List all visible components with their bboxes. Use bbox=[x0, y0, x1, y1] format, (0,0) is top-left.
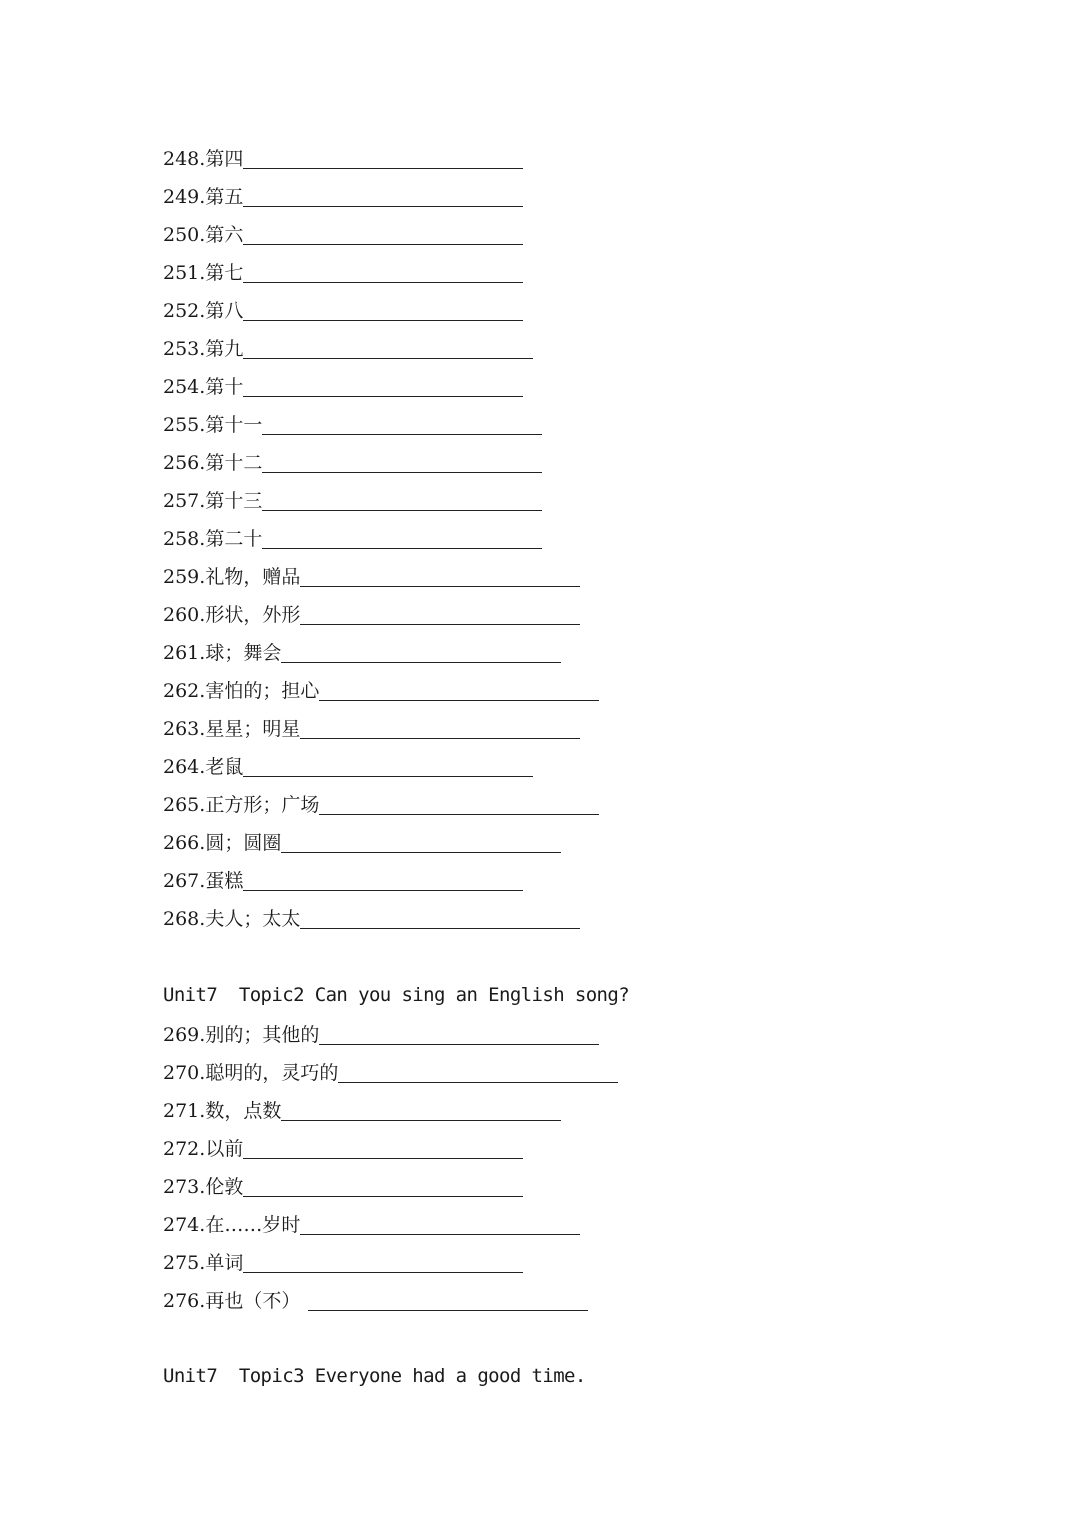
list-item bbox=[163, 1092, 561, 1122]
answer-blank[interactable] bbox=[243, 1254, 523, 1273]
item-number: 253. bbox=[163, 338, 206, 360]
answer-blank[interactable] bbox=[243, 872, 523, 891]
list-item bbox=[163, 1244, 523, 1274]
item-prompt: 形状，外形 bbox=[205, 604, 301, 626]
list-item bbox=[163, 672, 599, 702]
item-number: 275. bbox=[163, 1252, 206, 1274]
list-item bbox=[163, 1130, 523, 1160]
answer-blank[interactable] bbox=[243, 188, 523, 207]
item-number: 255. bbox=[163, 414, 206, 436]
list-item bbox=[163, 1054, 618, 1084]
list-item bbox=[163, 1016, 599, 1046]
list-item bbox=[163, 482, 542, 512]
item-prompt: 老鼠 bbox=[205, 756, 244, 778]
item-number: 260. bbox=[163, 604, 206, 626]
item-prompt: 以前 bbox=[205, 1138, 244, 1160]
item-number: 257. bbox=[163, 490, 206, 512]
item-prompt: 第四 bbox=[205, 148, 244, 170]
list-item bbox=[163, 558, 580, 588]
list-item bbox=[163, 140, 523, 170]
answer-blank[interactable] bbox=[262, 454, 542, 473]
item-prompt: 伦敦 bbox=[205, 1176, 244, 1198]
item-prompt: 圆；圆圈 bbox=[205, 832, 282, 854]
answer-blank[interactable] bbox=[243, 340, 533, 359]
item-number: 274. bbox=[163, 1214, 206, 1236]
list-item bbox=[163, 1168, 523, 1198]
list-item bbox=[163, 824, 561, 854]
answer-blank[interactable] bbox=[262, 492, 542, 511]
item-prompt: 第十一 bbox=[205, 414, 263, 436]
list-item bbox=[163, 786, 599, 816]
section-heading: Unit7 Topic3 Everyone had a good time. bbox=[163, 1365, 586, 1387]
item-prompt: 夫人；太太 bbox=[205, 908, 301, 930]
item-number: 252. bbox=[163, 300, 206, 322]
answer-blank[interactable] bbox=[300, 720, 580, 739]
answer-blank[interactable] bbox=[243, 378, 523, 397]
item-prompt: 第七 bbox=[205, 262, 244, 284]
answer-blank[interactable] bbox=[262, 416, 542, 435]
answer-blank[interactable] bbox=[308, 1292, 588, 1311]
item-number: 270. bbox=[163, 1062, 206, 1084]
item-number: 264. bbox=[163, 756, 206, 778]
item-number: 259. bbox=[163, 566, 206, 588]
item-number: 268. bbox=[163, 908, 206, 930]
item-prompt: 正方形；广场 bbox=[205, 794, 320, 816]
answer-blank[interactable] bbox=[338, 1064, 618, 1083]
item-number: 271. bbox=[163, 1100, 206, 1122]
answer-blank[interactable] bbox=[243, 758, 533, 777]
list-item bbox=[163, 444, 542, 474]
item-number: 267. bbox=[163, 870, 206, 892]
answer-blank[interactable] bbox=[319, 682, 599, 701]
list-item bbox=[163, 710, 580, 740]
item-number: 276. bbox=[163, 1290, 206, 1312]
item-number: 266. bbox=[163, 832, 206, 854]
list-item bbox=[163, 1282, 588, 1312]
item-prompt: 蛋糕 bbox=[205, 870, 244, 892]
item-prompt: 再也（不） bbox=[205, 1290, 301, 1312]
answer-blank[interactable] bbox=[300, 1216, 580, 1235]
item-number: 254. bbox=[163, 376, 206, 398]
list-item bbox=[163, 368, 523, 398]
list-item bbox=[163, 862, 523, 892]
list-item bbox=[163, 520, 542, 550]
answer-blank[interactable] bbox=[243, 1178, 523, 1197]
answer-blank[interactable] bbox=[281, 1102, 561, 1121]
item-prompt: 第六 bbox=[205, 224, 244, 246]
answer-blank[interactable] bbox=[281, 644, 561, 663]
list-item bbox=[163, 254, 523, 284]
item-number: 250. bbox=[163, 224, 206, 246]
item-prompt: 第十三 bbox=[205, 490, 263, 512]
item-number: 248. bbox=[163, 148, 206, 170]
answer-blank[interactable] bbox=[243, 1140, 523, 1159]
item-number: 249. bbox=[163, 186, 206, 208]
item-prompt: 单词 bbox=[205, 1252, 244, 1274]
item-number: 269. bbox=[163, 1024, 206, 1046]
item-prompt: 第十 bbox=[205, 376, 244, 398]
answer-blank[interactable] bbox=[319, 1026, 599, 1045]
item-prompt: 第五 bbox=[205, 186, 244, 208]
item-prompt: 别的；其他的 bbox=[205, 1024, 320, 1046]
item-number: 273. bbox=[163, 1176, 206, 1198]
list-item bbox=[163, 216, 523, 246]
item-number: 261. bbox=[163, 642, 206, 664]
answer-blank[interactable] bbox=[243, 264, 523, 283]
list-item bbox=[163, 178, 523, 208]
item-prompt: 第二十 bbox=[205, 528, 263, 550]
answer-blank[interactable] bbox=[319, 796, 599, 815]
list-item bbox=[163, 1206, 580, 1236]
list-item bbox=[163, 596, 580, 626]
answer-blank[interactable] bbox=[243, 302, 523, 321]
item-prompt: 害怕的；担心 bbox=[205, 680, 320, 702]
list-item bbox=[163, 900, 580, 930]
item-prompt: 数，点数 bbox=[205, 1100, 282, 1122]
list-item bbox=[163, 634, 561, 664]
item-prompt: 聪明的，灵巧的 bbox=[205, 1062, 339, 1084]
item-number: 265. bbox=[163, 794, 206, 816]
item-prompt: 星星；明星 bbox=[205, 718, 301, 740]
list-item bbox=[163, 292, 523, 322]
answer-blank[interactable] bbox=[300, 910, 580, 929]
item-prompt: 第八 bbox=[205, 300, 244, 322]
answer-blank[interactable] bbox=[243, 150, 523, 169]
item-number: 256. bbox=[163, 452, 206, 474]
item-number: 272. bbox=[163, 1138, 206, 1160]
item-prompt: 球；舞会 bbox=[205, 642, 282, 664]
answer-blank[interactable] bbox=[262, 530, 542, 549]
answer-blank[interactable] bbox=[300, 568, 580, 587]
item-prompt: 第九 bbox=[205, 338, 244, 360]
section-heading: Unit7 Topic2 Can you sing an English song? bbox=[163, 984, 630, 1006]
item-prompt: 第十二 bbox=[205, 452, 263, 474]
item-prompt: 礼物，赠品 bbox=[205, 566, 301, 588]
list-item bbox=[163, 406, 542, 436]
list-item bbox=[163, 748, 533, 778]
item-number: 262. bbox=[163, 680, 206, 702]
item-number: 258. bbox=[163, 528, 206, 550]
item-number: 251. bbox=[163, 262, 206, 284]
list-item bbox=[163, 330, 533, 360]
answer-blank[interactable] bbox=[281, 834, 561, 853]
item-number: 263. bbox=[163, 718, 206, 740]
item-prompt: 在……岁时 bbox=[205, 1214, 301, 1236]
answer-blank[interactable] bbox=[243, 226, 523, 245]
answer-blank[interactable] bbox=[300, 606, 580, 625]
